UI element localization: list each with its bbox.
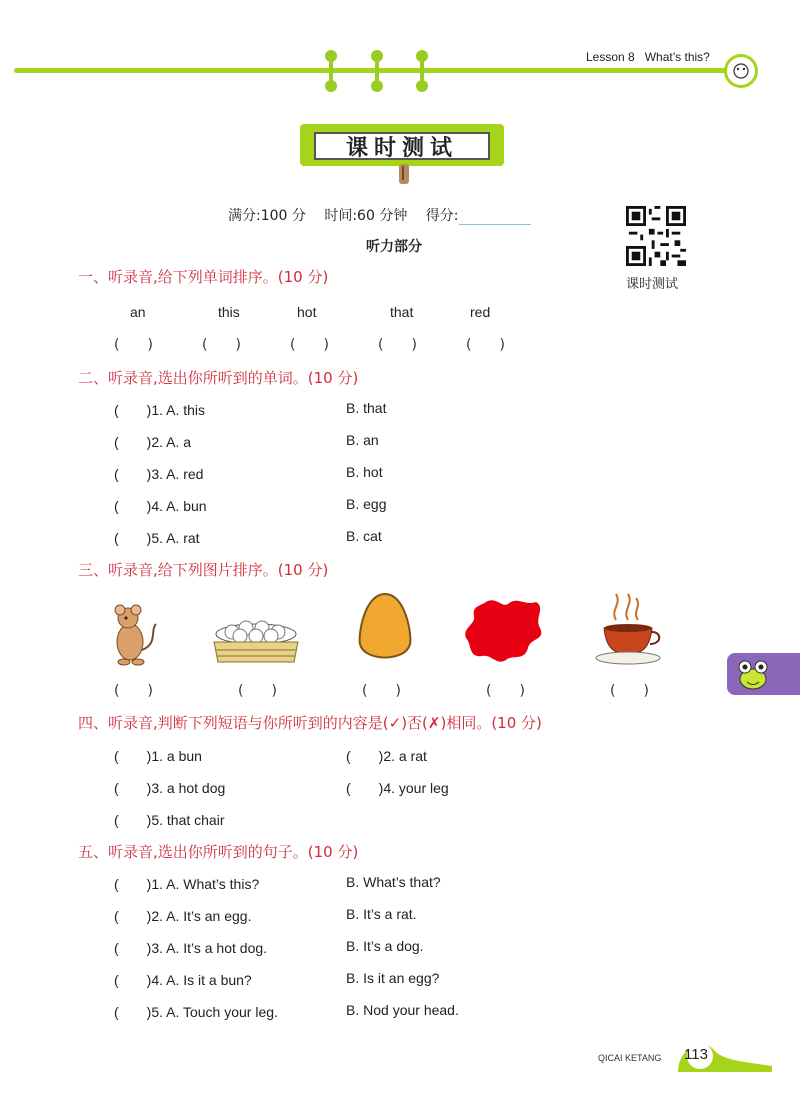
section-4-title: 四、听录音,判断下列短语与你所听到的内容是(✓)否(✗)相同。(10 分) [78,714,542,732]
mascot-icon [724,54,758,88]
egg-picture [356,592,414,666]
word-red: red [470,304,491,320]
answer-blank[interactable]: ( ) [466,337,505,353]
question-item[interactable]: ( )3. a hot dog [114,780,226,796]
question-item[interactable]: ( )4. your leg [346,780,449,796]
hand-icon [394,164,414,186]
question-item[interactable]: ( )5. A. Touch your leg. [114,1004,278,1020]
score-label: 得分: [425,208,459,224]
answer-blank[interactable]: ( ) [362,683,401,699]
question-item[interactable]: ( )5. that chair [114,812,225,828]
option-b: B. an [346,432,379,448]
word-this: this [218,304,240,320]
red-paint-picture [462,594,546,666]
binder-ring-icon [375,54,379,88]
section-2-title: 二、听录音,选出你所听到的单词。(10 分) [78,369,359,387]
lesson-title: What’s this? [644,50,710,64]
option-b: B. egg [346,496,387,512]
binder-ring-icon [329,54,333,88]
side-tab [727,653,800,695]
question-item[interactable]: ( )3. A. It’s a hot dog. [114,940,268,956]
option-b: B. Nod your head. [346,1002,459,1018]
answer-blank[interactable]: ( ) [238,683,277,699]
option-b: B. What’s that? [346,874,441,890]
word-hot: hot [297,304,317,320]
option-b: B. that [346,400,387,416]
answer-blank[interactable]: ( ) [486,683,525,699]
footer-brand: QICAI KETANG [598,1053,662,1063]
option-b: B. It’s a dog. [346,938,424,954]
frog-icon [733,655,773,695]
title-banner [300,124,504,166]
lesson-number: Lesson 8 [586,50,635,64]
score-line [228,205,545,225]
question-item[interactable]: ( )1. a bun [114,748,202,764]
time-limit: 时间:60 分钟 [324,208,408,224]
section-1-title: 一、听录音,给下列单词排序。(10 分) [78,268,329,286]
answer-blank[interactable]: ( ) [114,337,153,353]
section-3-title: 三、听录音,给下列图片排序。(10 分) [78,561,329,579]
full-marks: 满分:100 分 [228,208,306,224]
qr-caption: 课时测试 [626,277,679,292]
question-item[interactable]: ( )1. A. What’s this? [114,876,260,892]
score-blank[interactable] [459,210,531,225]
question-item[interactable]: ( )5. A. rat [114,530,200,546]
answer-blank[interactable]: ( ) [202,337,241,353]
qr-code-icon[interactable] [626,206,686,266]
rat-picture [106,600,162,670]
answer-blank[interactable]: ( ) [114,683,153,699]
option-b: B. Is it an egg? [346,970,440,986]
answer-blank[interactable]: ( ) [290,337,329,353]
answer-blank[interactable]: ( ) [610,683,649,699]
question-item[interactable]: ( )2. A. a [114,434,192,450]
question-item[interactable]: ( )4. A. Is it a bun? [114,972,252,988]
question-item[interactable]: ( )4. A. bun [114,498,207,514]
question-item[interactable]: ( )2. A. It’s an egg. [114,908,252,924]
question-item[interactable]: ( )1. A. this [114,402,206,418]
binder-ring-icon [420,54,424,88]
buns-picture [208,614,304,668]
page-number: 113 [684,1046,708,1063]
option-b: B. cat [346,528,382,544]
question-item[interactable]: ( )3. A. red [114,466,204,482]
answer-blank[interactable]: ( ) [378,337,417,353]
listening-part-title: 听力部分 [366,239,422,255]
option-b: B. hot [346,464,383,480]
word-an: an [130,304,146,320]
question-item[interactable]: ( )2. a rat [346,748,427,764]
option-b: B. It’s a rat. [346,906,417,922]
lesson-header [586,50,710,64]
tea-cup-picture [592,590,664,668]
section-5-title: 五、听录音,选出你所听到的句子。(10 分) [78,843,359,861]
word-that: that [390,304,414,320]
page-title: 课时测试 [314,132,490,160]
